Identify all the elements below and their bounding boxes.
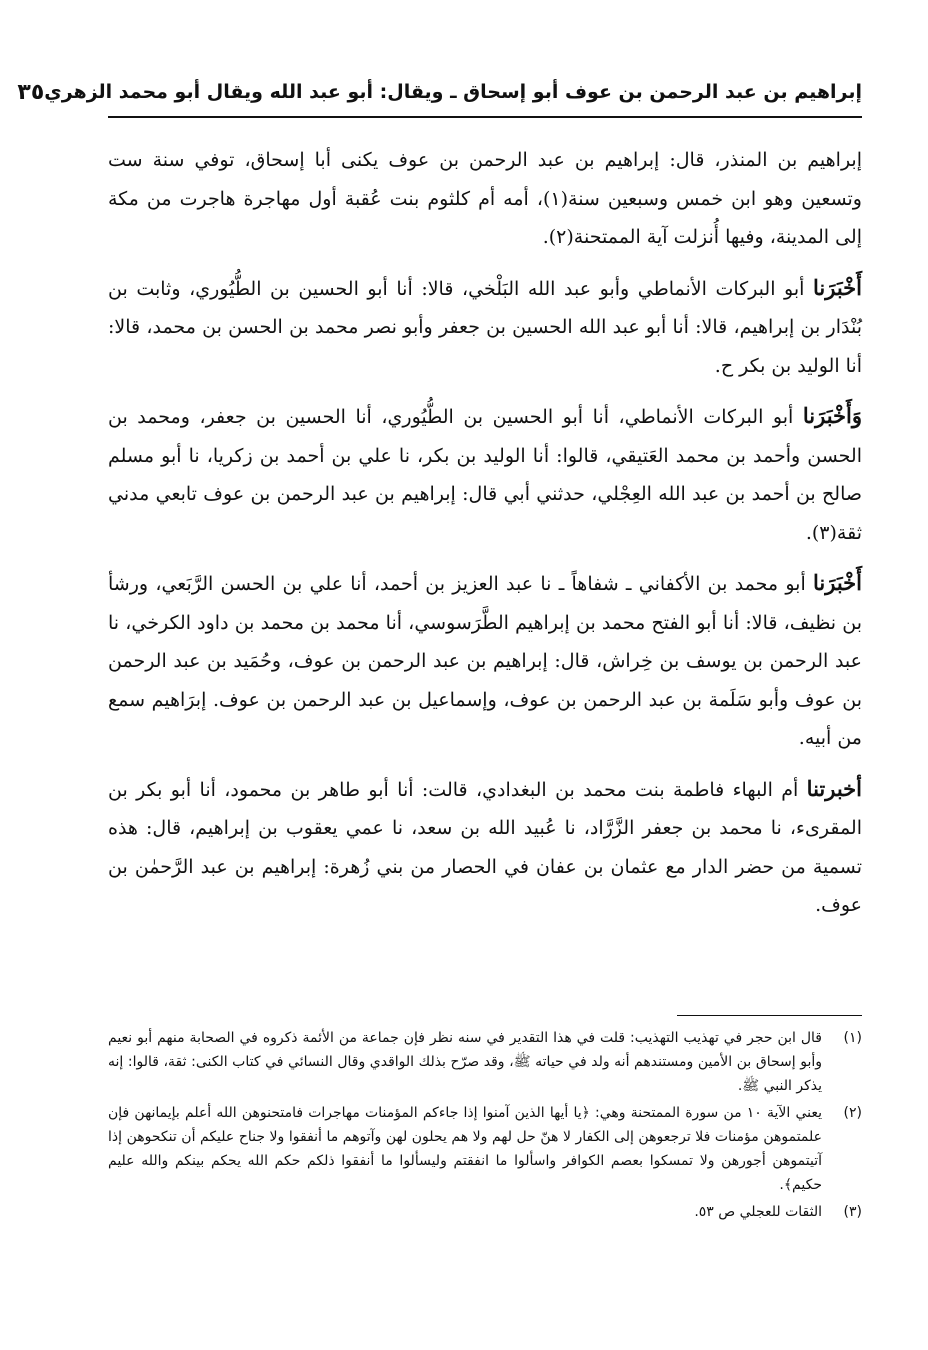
- footnote-text: يعني الآية ١٠ من سورة الممتحنة وهي: ﴿يا أيها الذين آمنوا إذا جاءكم المؤمنات مهاجرات فامتحنوهن الله أعلم بإيمانهن فإن علمتموهن مؤمنات فلا ترجعوهن إلى الكفار لا هنّ حل لهم ولا هم يحلون لهن وآتوهم ما أنفقوا ولا جناح عليكم أن تنكحوهن إذا آتيتموهن أجورهن ولا تمسكوا بعصم الكوافر واسألوا ما انفقتم وليسألوا ما أنفقوا ذلكم حكم الله يحكم بينكم والله عليم حكيم﴾.: [108, 1105, 822, 1193]
- paragraph-lead: أخبرتنا: [806, 775, 862, 801]
- page-header: [17, 68, 862, 118]
- main-text: [108, 140, 862, 937]
- paragraph-text: إبراهيم بن المنذر، قال: إبراهيم بن عبد الرحمن بن عوف يكنى أبا إسحاق، توفي سنة ست وتسعين وهو ابن خمس وسبعين سنة(١)، أمه أم كلثوم بنت عُقبة أول مهاجرة هاجرت من مكة إلى المدينة، وفيها أُنزلت آية الممتحنة(٢).: [108, 149, 862, 248]
- paragraph-text: أبو محمد بن الأكفاني ـ شفاهاً ـ نا عبد العزيز بن أحمد، أنا علي بن الحسن الرَّبَعي، ورشأ بن نظيف، قالا: أنا أبو الفتح محمد بن إبراهيم الطَّرَسوسي، أنا محمد بن محمد بن داود الكرخي، نا عبد الرحمن بن يوسف بن خِراش، قال: إبراهيم بن عبد الرحمن بن عوف، وحُمَيد بن عبد الرحمن بن عوف وأبو سَلَمة بن عبد الرحمن بن عوف، وإسماعيل بن عبد الرحمن بن عوف. إبرَاهيم سمع من أبيه.: [108, 573, 862, 749]
- footnote-number: (٢): [843, 1105, 862, 1121]
- paragraph: [108, 397, 862, 552]
- paragraph: [108, 770, 862, 925]
- footnote-number: (١): [843, 1030, 862, 1046]
- paragraph-text: أم البهاء فاطمة بنت محمد بن البغدادي، قالت: أنا أبو طاهر بن محمود، أنا أبو بكر بن المقرىء، نا محمد بن جعفر الزَّرَّاد، نا عُبيد الله بن سعد، نا عمي يعقوب بن إبراهيم، قال: هذه تسمية من حضر الدار مع عثمان بن عفان في الحصار من بني زُهرة: إبراهيم بن عبد الرَّحمٰن بن عوف.: [108, 778, 862, 916]
- footnote-separator: [677, 1015, 862, 1016]
- paragraph: [108, 269, 862, 386]
- footnote-number: (٣): [843, 1204, 862, 1220]
- footnote: [108, 1026, 862, 1098]
- paragraph: [108, 140, 862, 257]
- footnote: [108, 1200, 862, 1224]
- paragraph: [108, 564, 862, 758]
- paragraph-lead: أَخْبَرَنا: [813, 570, 862, 595]
- paragraph-lead: وَأَخْبَرَنا: [802, 403, 862, 428]
- footnotes: [108, 1026, 862, 1227]
- paragraph-lead: أَخْبَرَنا: [813, 274, 862, 300]
- running-title: إبراهيم بن عبد الرحمن بن عوف أبو إسحاق ـ ويقال: أبو عبد الله ويقال أبو محمد الزهري: [44, 81, 862, 103]
- paragraph-text: أبو البركات الأنماطي وأبو عبد الله البَلْخي، قالا: أنا أبو الحسين بن الطُّيُوري، وثابت بن بُنْدَار بن إبراهيم، قالا: أنا أبو عبد الله الحسين بن جعفر وأبو نصر محمد بن الحسن بن محمد، قالا: أنا الوليد بن بكر ح.: [108, 277, 862, 377]
- footnote-text: الثقات للعجلي ص ٥٣.: [694, 1204, 822, 1220]
- page-number: ٣٥: [17, 79, 45, 105]
- footnote: [108, 1101, 862, 1197]
- paragraph-text: أبو البركات الأنماطي، أنا أبو الحسين بن الطُّيُوري، أنا الحسين بن جعفر، ومحمد بن الحسن وأحمد بن محمد العَتيقي، قالوا: أنا الوليد بن بكر، نا علي بن أحمد بن زكريا، نا أبو مسلم صالح بن أحمد بن عبد الله العِجْلي، حدثني أبي قال: إبراهيم بن عبد الرحمن بن عوف تابعي مدني ثقة(٣).: [108, 406, 862, 544]
- footnote-text: قال ابن حجر في تهذيب التهذيب: قلت في هذا التقدير في سنه نظر فإن جماعة من الأئمة ذكروه في الصحابة منهم أبو نعيم وأبو إسحاق بن الأمين ومستندهم أنه ولد في حياته ﷺ، وقد صرّح بذلك الواقدي وقال النسائي في كتاب الكنى: ثقة، قالوا: إنه يذكر النبي ﷺ.: [108, 1030, 822, 1094]
